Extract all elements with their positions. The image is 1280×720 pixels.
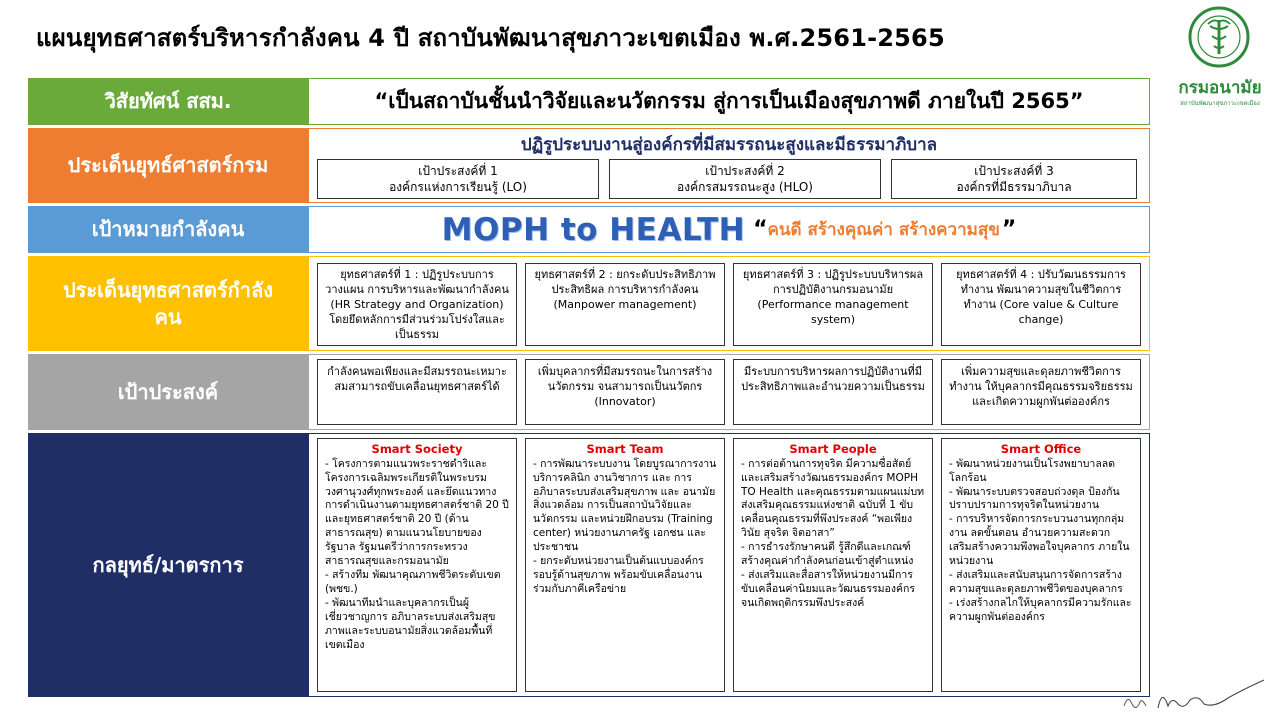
slogan-open-quote: “ — [753, 217, 768, 242]
list-item: - การบริหารจัดการกระบวนงานทุกกลุ่มงาน ลดขั้นตอน อำนวยความสะดวก เสริมสร้างความพึงพอใจบุคลากร ภายในหน่วยงาน — [949, 513, 1130, 568]
dept-strategy-heading: ปฏิรูประบบงานสู่องค์กรที่มีสมรรถนะสูงและมีธรรมาภิบาล — [520, 135, 938, 155]
vision-statement: “เป็นสถาบันชั้นนำวิจัยและนวัตกรรม สู่การเป็นเมืองสุขภาพดี ภายในปี 2565” — [374, 89, 1084, 113]
dept-strategy-panel — [308, 128, 1150, 203]
goal-number: เป้าประสงค์ที่ 2 — [705, 164, 785, 178]
workforce-target-panel — [308, 206, 1150, 253]
list-item: - เร่งสร้างกลไกให้บุคลากรมีความรักและความผูกพันต่อองค์กร — [949, 597, 1132, 624]
list-item: - ยกระดับหน่วยงานเป็นต้นแบบองค์กรรอบรู้ด้านสุขภาพ พร้อมขับเคลื่อนงานร่วมกับภาคีเครือข่าย — [533, 555, 704, 596]
workforce-strategy-card-1: ยุทธศาสตร์ที่ 1 : ปฏิรูประบบการวางแผน การบริหารและพัฒนากำลังคน (HR Strategy and Organization) โดยยึดหลักการมีส่วนร่วมโปร่งใสและเป็นธรรม — [317, 263, 517, 346]
goal-name: องค์กรที่มีธรรมาภิบาล — [956, 180, 1072, 195]
list-item: - โครงการตามแนวพระราชดำริและโครงการเฉลิมพระเกียรติในพระบรมวงศานุวงศ์ทุกพระองค์ และยึดแนวทางการดำเนินงานตามยุทธศาสตร์ชาติ 20 ปี และยุทธศาสตร์ชาติ 20 ปี (ด้านสาธารณสุข) ตามแนวนโยบายของรัฐบาล รัฐมนตรีว่าการกระทรวงสาธารณสุขและกรมอนามัย — [325, 457, 509, 568]
goal-name: องค์กรสมรรถนะสูง (HLO) — [677, 180, 813, 195]
tactics-panel — [308, 433, 1150, 697]
objective-card-4: เพิ่มความสุขและดุลยภาพชีวิตการทำงาน ให้บุคลากรมีคุณธรรมจริยธรรมและเกิดความผูกพันต่อองค์กร — [941, 359, 1141, 425]
list-item: - พัฒนาหน่วยงานเป็นโรงพยาบาลลดโลกร้อน — [949, 457, 1116, 484]
list-item: - การพัฒนาระบบงาน โดยบูรณาการงานบริการคลินิก งานวิชาการ และ การอภิบาลระบบส่งเสริมสุขภาพ และ อนามัย สิ่งแวดล้อม การเป็นสถาบันวิจัยและนวัตกรรม และหน่วยฝึกอบรม (Training center) หน่วยงานภาครัฐ เอกชน และประชาชน — [533, 457, 717, 554]
list-item: - ส่งเสริมและสื่อสารให้หน่วยงานมีการขับเคลื่อนค่านิยมและวัฒนธรรมองค์กร จนเกิดพฤติกรรมพึงประสงค์ — [741, 569, 916, 610]
tactics-card-title: Smart People — [789, 442, 877, 456]
row-label-objective: เป้าประสงค์ — [28, 354, 308, 430]
row-label-tactics: กลยุทธ์/มาตรการ — [28, 433, 308, 697]
list-item: - สร้างทีม พัฒนาคุณภาพชีวิตระดับเขต (พชข.) — [325, 569, 501, 596]
objective-card-1: กำลังคนพอเพียงและมีสมรรถนะเหมาะสมสามารถขับเคลื่อนยุทธศาสตร์ได้ — [317, 359, 517, 425]
workforce-slogan: คนดี สร้างคุณค่า สร้างความสุข — [767, 220, 1000, 240]
tactics-card-title: Smart Team — [586, 442, 664, 456]
department-logo — [1170, 6, 1270, 134]
row-label-workforce-strategy: ประเด็นยุทธศาสตร์กำลังคน — [28, 256, 308, 351]
tactics-card-title: Smart Office — [1000, 442, 1082, 456]
tactics-card-smart-people — [733, 438, 933, 692]
row-label-dept-strategy: ประเด็นยุทธ์ศาสตร์กรม — [28, 128, 308, 203]
list-item: - การธำรงรักษาคนดี รู้สึกดีและเกณฑ์ สร้างคุณค่ากำลังคนก่อนเข้าสู่ตำแหน่ง — [741, 541, 914, 568]
tactics-card-smart-team — [525, 438, 725, 692]
tactics-card-smart-society — [317, 438, 517, 692]
list-item: - การต่อต้านการทุจริต มีความซื่อสัตย์ และเสริมสร้างวัฒนธรรมองค์กร MOPH TO Health และคุณธรรมตามแผนแม่บทส่งเสริมคุณธรรมแห่งชาติ ฉบับที่ 1 ขับเคลื่อนคุณธรรมที่พึงประสงค์ “พอเพียง วินัย สุจริต จิตอาสา” — [741, 457, 925, 540]
row-label-vision: วิสัยทัศน์ สสม. — [28, 78, 308, 125]
goal-number: เป้าประสงค์ที่ 1 — [418, 164, 498, 178]
list-item: - พัฒนาระบบตรวจสอบถ่วงดุล ป้องกันปราบปรามการทุจริตในหน่วยงาน — [949, 485, 1120, 512]
goal-box-1 — [317, 159, 599, 199]
vision-panel — [308, 78, 1150, 125]
ministry-seal-icon — [1188, 6, 1250, 68]
page-title: แผนยุทธศาสตร์บริหารกำลังคน 4 ปี สถาบันพัฒนาสุขภาวะเขตเมือง พ.ศ.2561-2565 — [36, 24, 945, 52]
slogan-close-quote: ” — [1001, 217, 1017, 242]
list-item: - พัฒนาทีมนำและบุคลากรเป็นผู้เชี่ยวชาญการ อภิบาลระบบส่งเสริมสุขภาพและระบบอนามัยสิ่งแวดล้อมพื้นที่เขตเมือง — [325, 597, 496, 652]
workforce-strategy-card-2: ยุทธศาสตร์ที่ 2 : ยกระดับประสิทธิภาพ ประสิทธิผล การบริหารกำลังคน (Manpower management) — [525, 263, 725, 346]
goal-box-2 — [609, 159, 881, 199]
objective-card-2: เพิ่มบุคลากรที่มีสมรรถนะในการสร้างนวัตกรรม จนสามารถเป็นนวัตกร (Innovator) — [525, 359, 725, 425]
objective-card-3: มีระบบการบริหารผลการปฏิบัติงานที่มีประสิทธิภาพและอำนวยความเป็นธรรม — [733, 359, 933, 425]
moph-to-health-title: MOPH to HEALTH — [441, 211, 746, 248]
workforce-strategy-card-4: ยุทธศาสตร์ที่ 4 : ปรับวัฒนธรรมการทำงาน พัฒนาความสุขในชีวิตการทำงาน (Core value & Culture change) — [941, 263, 1141, 346]
logo-name: กรมอนามัย — [1178, 78, 1262, 98]
list-item: - ส่งเสริมและสนับสนุนการจัดการสร้างความสุขและดุลยภาพชีวิตของบุคลากร — [949, 569, 1123, 596]
tactics-card-title: Smart Society — [371, 442, 463, 456]
goal-box-3 — [891, 159, 1137, 199]
handwritten-signature — [1118, 676, 1268, 716]
logo-subtitle: สถาบันพัฒนาสุขภาวะเขตเมือง — [1180, 100, 1260, 107]
row-label-workforce-target: เป้าหมายกำลังคน — [28, 206, 308, 253]
workforce-strategy-panel — [308, 256, 1150, 351]
tactics-card-smart-office — [941, 438, 1141, 692]
objective-panel — [308, 354, 1150, 430]
goal-number: เป้าประสงค์ที่ 3 — [974, 164, 1054, 178]
workforce-strategy-card-3: ยุทธศาสตร์ที่ 3 : ปฏิรูประบบบริหารผลการปฏิบัติงานกรมอนามัย (Performance management system) — [733, 263, 933, 346]
goal-name: องค์กรแห่งการเรียนรู้ (LO) — [389, 180, 527, 195]
